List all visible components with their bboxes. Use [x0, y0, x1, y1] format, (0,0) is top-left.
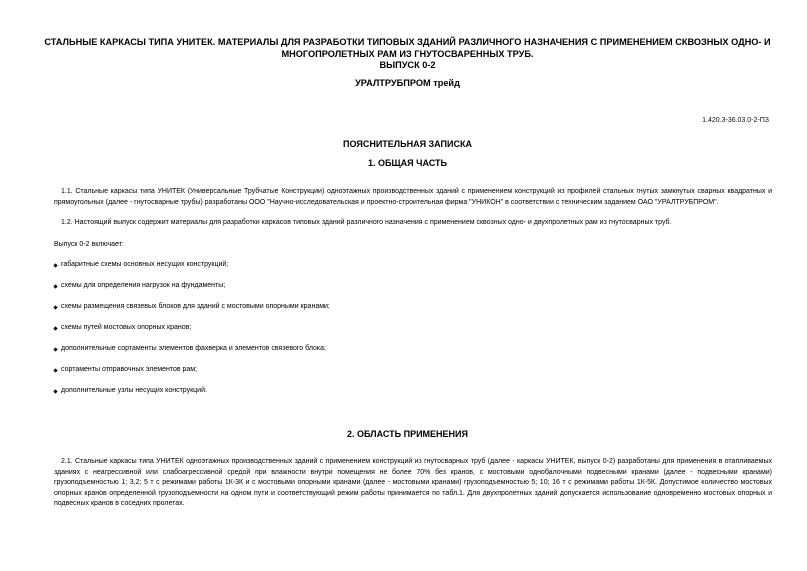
- includes-intro: Выпуск 0-2 включает:: [54, 241, 124, 248]
- paragraph-1-2: 1.2. Настоящий выпуск содержит материалы для разработки каркасов типовых зданий различного назначения с применением сквозных одно- и двухпролетных рам из гнутосварных труб.: [61, 219, 672, 226]
- section-2-heading: 2. ОБЛАСТЬ ПРИМЕНЕНИЯ: [347, 429, 468, 439]
- title-line-2: МНОГОПРОЛЕТНЫХ РАМ ИЗ ГНУТОСВАРЕННЫХ ТРУБ.: [281, 48, 534, 59]
- bullet-icon: [53, 305, 57, 309]
- document-code: 1.420.3-36.03.0-2-ПЗ: [702, 117, 769, 124]
- paragraph-2-1: 2.1. Стальные каркасы типа УНИТЕК одноэтажных производственных зданий с применением конструкций из гнутосварных труб (далее - каркасы УНИТЕК, выпуск 0-2) разработаны для применения в отапливаемых зданиях с неагрессивной или слабоагрессивной средой при влажности внутри помещения не более 70% без кранов, с мостовыми однобалочными подвесными кранами (далее - подвесными кранами) грузоподъемностью 1; 3,2; 5 т с режимами работы 1К-3К и с мостовыми опорными кранами (далее - мостовыми кранами) грузоподъемностью 5; 10; 16 т с режимами работы 1К-5К. Допустимое количество мостовых опорных кранов определенной грузоподъемности на одном пути и соответствующий режим работы принимается по табл.1. Для двухпролетных зданий допускается использование одновременно мостовых опорных и подвесных кранов в соседних пролетах.: [54, 458, 772, 507]
- bullet-icon: [53, 389, 57, 393]
- list-item-text: дополнительные узлы несущих конструкций.: [61, 387, 207, 394]
- publisher-name: УРАЛТРУБПРОМ трейд: [355, 78, 460, 88]
- bullet-icon: [53, 347, 57, 351]
- explanatory-note-title: ПОЯСНИТЕЛЬНАЯ ЗАПИСКА: [343, 139, 472, 149]
- list-item-text: сортаменты отправочных элементов рам;: [61, 366, 198, 373]
- bullet-icon: [53, 284, 57, 288]
- list-item: [54, 281, 225, 291]
- document-title: [40, 37, 775, 72]
- section-1-heading: 1. ОБЩАЯ ЧАСТЬ: [368, 158, 447, 168]
- list-item: [54, 386, 207, 396]
- title-line-3: ВЫПУСК 0-2: [379, 60, 436, 70]
- bullet-icon: [53, 326, 57, 330]
- list-item: [54, 302, 330, 312]
- list-item: [54, 260, 228, 270]
- list-item-text: схемы путей мостовых опорных кранов;: [61, 324, 192, 331]
- paragraph-1-1: 1.1. Стальные каркасы типа УНИТЕК (Универсальные Трубчатые Конструкции) одноэтажных производственных зданий с применением конструкций из профилей стальных гнутых замкнутых сварных квадратных и прямоугольных (далее - гнутосварные трубы) разработаны ООО "Научно-исследовательская и проектно-строительная фирма "УНИКОН" в соответствии с техническим заданием ОАО "УРАЛТРУБПРОМ".: [54, 188, 772, 206]
- title-line-1: СТАЛЬНЫЕ КАРКАСЫ ТИПА УНИТЕК. МАТЕРИАЛЫ ДЛЯ РАЗРАБОТКИ ТИПОВЫХ ЗДАНИЙ РАЗЛИЧНОГО НАЗНАЧЕНИЯ С ПРИМЕНЕНИЕМ СКВОЗНЫХ ОДНО- И: [44, 37, 771, 47]
- list-item: [54, 344, 326, 354]
- list-item-text: схемы для определения нагрузок на фундаменты;: [61, 282, 226, 289]
- list-item: [54, 323, 191, 333]
- bullet-icon: [53, 368, 57, 372]
- list-item-text: схемы размещения связевых блоков для зданий с мостовыми опорными кранами;: [61, 303, 330, 310]
- list-item-text: габаритные схемы основных несущих конструкций;: [61, 261, 229, 268]
- list-item-text: дополнительные сортаменты элементов фахверка и элементов связевого блока;: [61, 345, 326, 352]
- list-item: [54, 365, 197, 375]
- bullet-icon: [53, 263, 57, 267]
